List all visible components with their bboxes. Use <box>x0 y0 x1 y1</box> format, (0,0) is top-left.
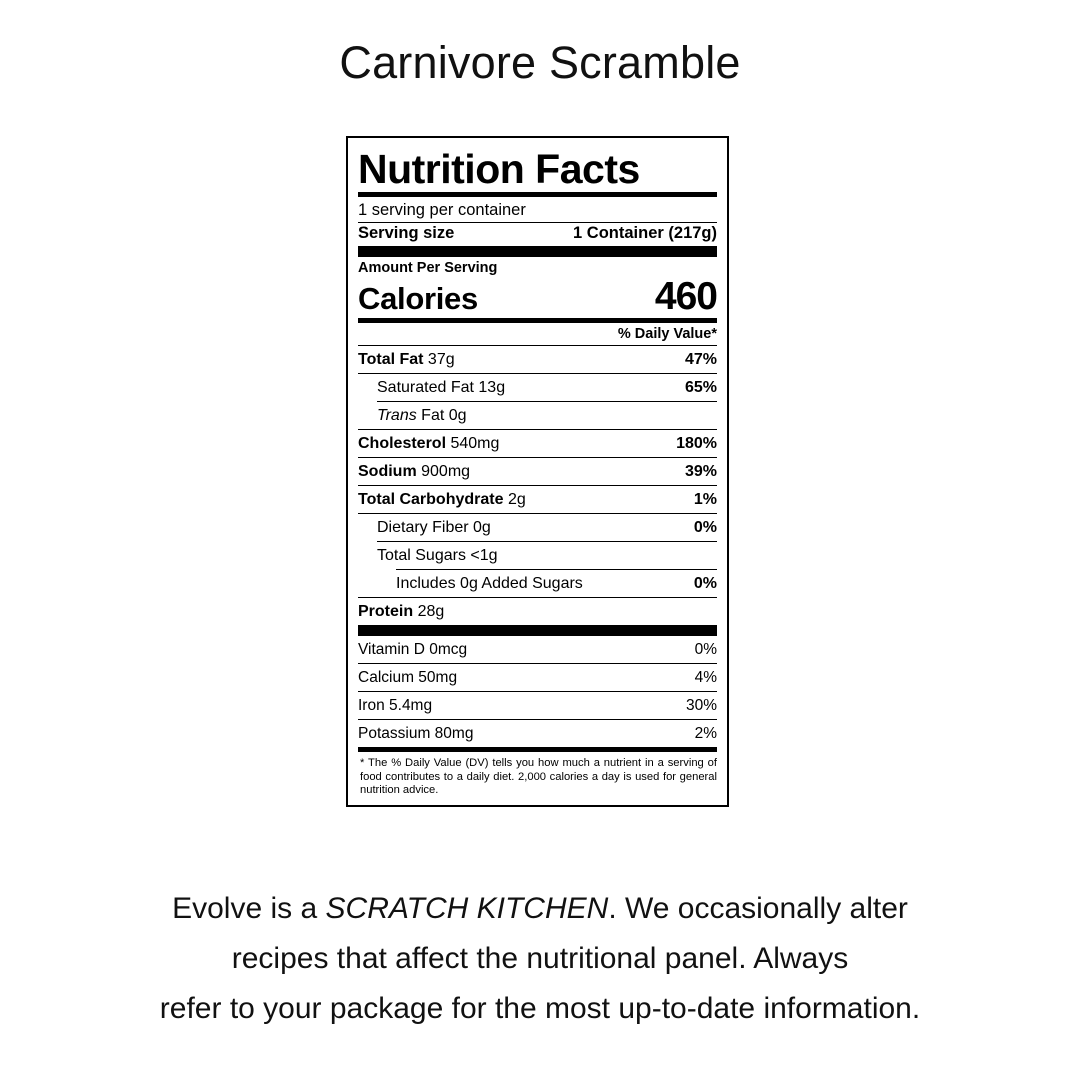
table-row <box>358 542 717 569</box>
disclaimer-text <box>0 884 1080 1034</box>
nutrient-dv: 65% <box>684 379 717 396</box>
nutrient-name: Trans Fat 0g <box>377 407 467 424</box>
table-row <box>358 514 717 541</box>
nutrient-dv: 30% <box>685 697 717 714</box>
divider-thick-top <box>358 246 717 257</box>
nutrient-dv: 0% <box>694 641 717 658</box>
table-row <box>358 664 717 691</box>
nutrient-dv: 0% <box>693 575 717 592</box>
nutrient-name: Iron 5.4mg <box>358 697 433 714</box>
table-row <box>358 598 717 625</box>
nutrient-dv: 47% <box>684 351 717 368</box>
calories-row <box>358 277 717 318</box>
nutrient-dv: 2% <box>694 725 717 742</box>
page-title: Carnivore Scramble <box>339 37 741 88</box>
nutrition-facts-panel <box>346 136 729 807</box>
nutrient-name: Protein 28g <box>358 603 445 620</box>
calories-value: 460 <box>654 275 717 318</box>
daily-value-header: % Daily Value* <box>617 326 717 342</box>
servings-per-container: 1 serving per container <box>358 201 526 219</box>
nutrient-dv: 39% <box>684 463 717 480</box>
nutrient-name: Calcium 50mg <box>358 669 458 686</box>
nutrient-name: Potassium 80mg <box>358 725 474 742</box>
nutrient-name: Vitamin D 0mcg <box>358 641 468 658</box>
daily-value-footnote: * The % Daily Value (DV) tells you how much a nutrient in a serving of food contributes to a daily diet. 2,000 calories a day is used for general nutrition advice. <box>360 757 717 797</box>
table-row <box>358 374 717 401</box>
nutrient-name: Includes 0g Added Sugars <box>396 575 583 592</box>
nutrient-name: Total Fat 37g <box>358 351 455 368</box>
nutrient-name: Total Sugars <1g <box>377 547 498 564</box>
nutrient-dv: 1% <box>693 491 717 508</box>
nutrition-facts-box <box>346 136 729 807</box>
table-row <box>358 720 717 747</box>
table-row <box>358 636 717 663</box>
table-row <box>358 346 717 373</box>
table-row <box>358 458 717 485</box>
nutrient-name: Saturated Fat 13g <box>377 379 506 396</box>
disclaimer-line-1: Evolve is a SCRATCH KITCHEN. We occasionally alter <box>172 892 908 925</box>
amount-per-serving-label: Amount Per Serving <box>358 260 498 276</box>
table-row <box>358 570 717 597</box>
table-row <box>358 692 717 719</box>
calories-label: Calories <box>358 281 478 316</box>
divider-thick-bottom <box>358 625 717 636</box>
nutrient-name: Cholesterol 540mg <box>358 435 500 452</box>
serving-size-value: 1 Container (217g) <box>573 224 717 242</box>
nutrient-name: Dietary Fiber 0g <box>377 519 491 536</box>
disclaimer-line-3: refer to your package for the most up-to-date information. <box>159 992 921 1025</box>
nutrition-facts-heading: Nutrition Facts <box>358 146 640 192</box>
nutrient-dv: 180% <box>676 435 717 452</box>
serving-size-row <box>358 223 717 246</box>
disclaimer-line-2: recipes that affect the nutritional panel. Always <box>231 942 849 975</box>
table-row <box>358 430 717 457</box>
nutrient-name: Total Carbohydrate 2g <box>358 491 526 508</box>
nutrient-name: Sodium 900mg <box>358 463 471 480</box>
vitamins-section <box>358 636 717 747</box>
nutrient-dv: 4% <box>694 669 717 686</box>
table-row <box>358 402 717 429</box>
nutrient-dv: 0% <box>693 519 717 536</box>
table-row <box>358 486 717 513</box>
serving-size-label: Serving size <box>358 224 455 242</box>
